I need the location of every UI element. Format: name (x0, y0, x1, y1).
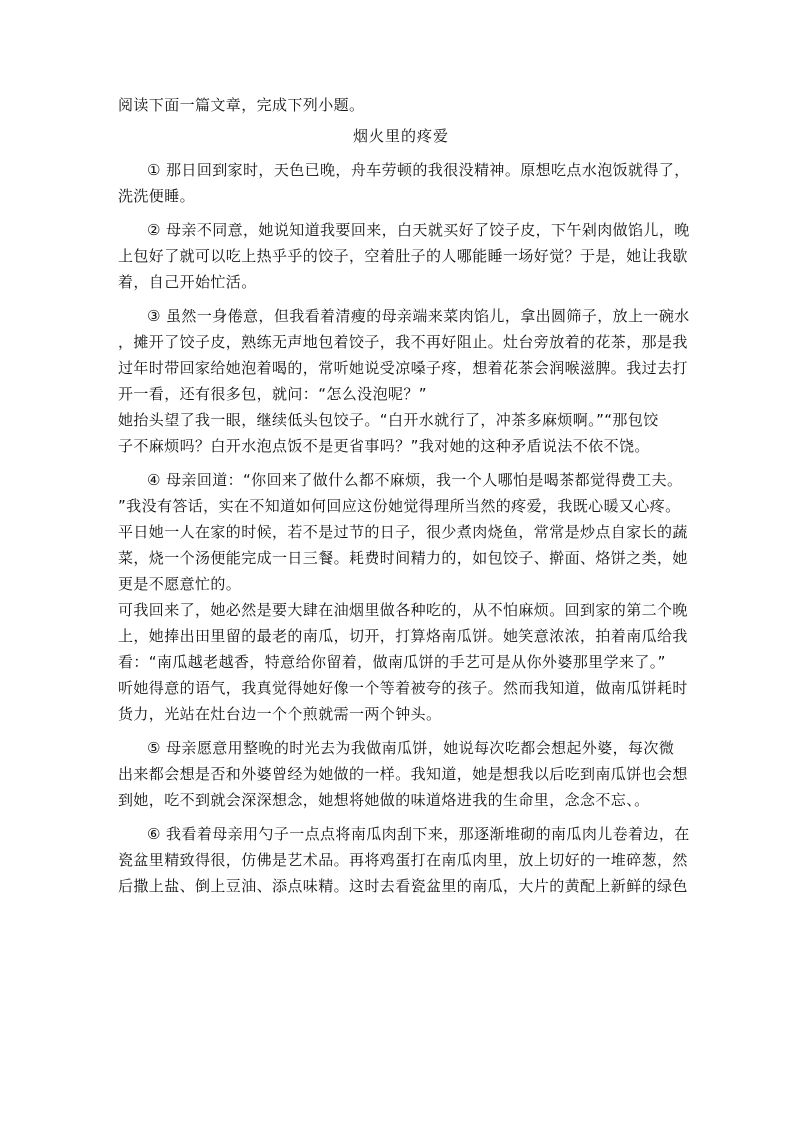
paragraph-line: ① 那日回到家时，天色已晚，舟车劳顿的我很没精神。原想吃点水泡饭就得了， (147, 161, 690, 179)
paragraph-line: 出来都会想是否和外婆曾经为她做的一样。我知道，她是想我以后吃到南瓜饼也会想 (118, 765, 688, 783)
paragraph-line: ② 母亲不同意，她说知道我要回来，白天就买好了饺子皮，下午剁肉做馅儿，晚 (147, 221, 690, 239)
paragraph-line: ⑤ 母亲愿意用整晚的时光去为我做南瓜饼，她说每次吃都会想起外婆，每次微 (147, 739, 675, 757)
paragraph-line: 平日她一人在家的时候，若不是过节的日子，很少煮肉烧鱼，常常是炒点自家长的蔬 (118, 523, 688, 541)
paragraph-line: 更是不愿意忙的。 (118, 575, 242, 593)
paragraph-line: ”我没有答话，实在不知道如何回应这份她觉得理所当然的疼爱，我既心暖又心疼。 (118, 497, 681, 515)
paragraph-line: 子不麻烦吗？白开水泡点饭不是更省事吗？”我对她的这种矛盾说法不依不饶。 (118, 437, 650, 455)
paragraph-line: ⑥ 我看着母亲用勺子一点点将南瓜肉刮下来，那逐渐堆砌的南瓜肉儿卷着边，在 (147, 825, 690, 843)
paragraph-line: 看：“南瓜越老越香，特意给你留着，做南瓜饼的手艺可是从你外婆那里学来了。” (118, 653, 666, 671)
paragraph-line: 她抬头望了我一眼，继续低头包饺子。“白开水就行了，冲茶多麻烦啊。”“那包饺 (118, 411, 659, 429)
paragraph-line: 洗洗便睡。 (118, 187, 196, 205)
paragraph-line: 上，她捧出田里留的最老的南瓜，切开，打算烙南瓜饼。她笑意浓浓，拍着南瓜给我 (118, 627, 688, 645)
article-title: 烟火里的疼爱 (352, 127, 449, 145)
paragraph-line: 到她，吃不到就会深深想念，她想将她做的味道烙进我的生命里，念念不忘、。 (118, 791, 650, 809)
paragraph-line: ，摊开了饺子皮，熟练无声地包着饺子，我不再好阻止。灶台旁放着的花茶，那是我 (118, 333, 688, 351)
paragraph-line: 听她得意的语气，我真觉得她好像一个等着被夸的孩子。然而我知道，做南瓜饼耗时 (118, 679, 688, 697)
paragraph-line: ④ 母亲回道：“你回来了做什么都不麻烦，我一个人哪怕是喝茶都觉得费工夫。 (147, 471, 683, 489)
paragraph-line: 后撒上盐、倒上豆油、添点味精。这时去看瓷盆里的南瓜，大片的黄配上新鲜的绿色 (118, 877, 688, 895)
paragraph-1 (118, 157, 690, 209)
paragraph-line: 货力，光站在灶台边一个个煎就需一两个钟头。 (118, 705, 442, 723)
paragraph-5 (118, 735, 688, 813)
paragraph-line: 菜，烧一个汤便能完成一日三餐。耗费时间精力的，如包饺子、擀面、烙饼之类，她 (118, 549, 688, 567)
paragraph-line: 过年时带回家给她泡着喝的，常听她说受凉嗓子疼，想着花茶会润喉滋脾。我过去打 (118, 359, 688, 377)
paragraph-line: 瓷盆里精致得很，仿佛是艺术品。再将鸡蛋打在南瓜肉里，放上切好的一堆碎葱，然 (118, 851, 688, 869)
paragraph-2 (118, 217, 690, 295)
paragraph-line: 上包好了就可以吃上热乎乎的饺子，空着肚子的人哪能睡一场好觉？于是，她让我歇 (118, 247, 688, 265)
paragraph-4 (118, 467, 688, 727)
paragraph-line: 可我回来了，她必然是要大肆在油烟里做各种吃的，从不怕麻烦。回到家的第二个晚 (118, 601, 688, 619)
document-page (118, 92, 690, 899)
paragraph-3 (118, 303, 690, 459)
paragraph-line: 开一看，还有很多包，就问：“怎么没泡呢？” (118, 385, 427, 403)
instruction-text: 阅读下面一篇文章，完成下列小题。 (118, 96, 365, 114)
paragraph-line: ③ 虽然一身倦意，但我看着清瘦的母亲端来菜肉馅儿，拿出圆筛子，放上一碗水 (147, 307, 690, 325)
paragraph-6 (118, 821, 690, 899)
paragraph-line: 着，自己开始忙活。 (118, 273, 257, 291)
